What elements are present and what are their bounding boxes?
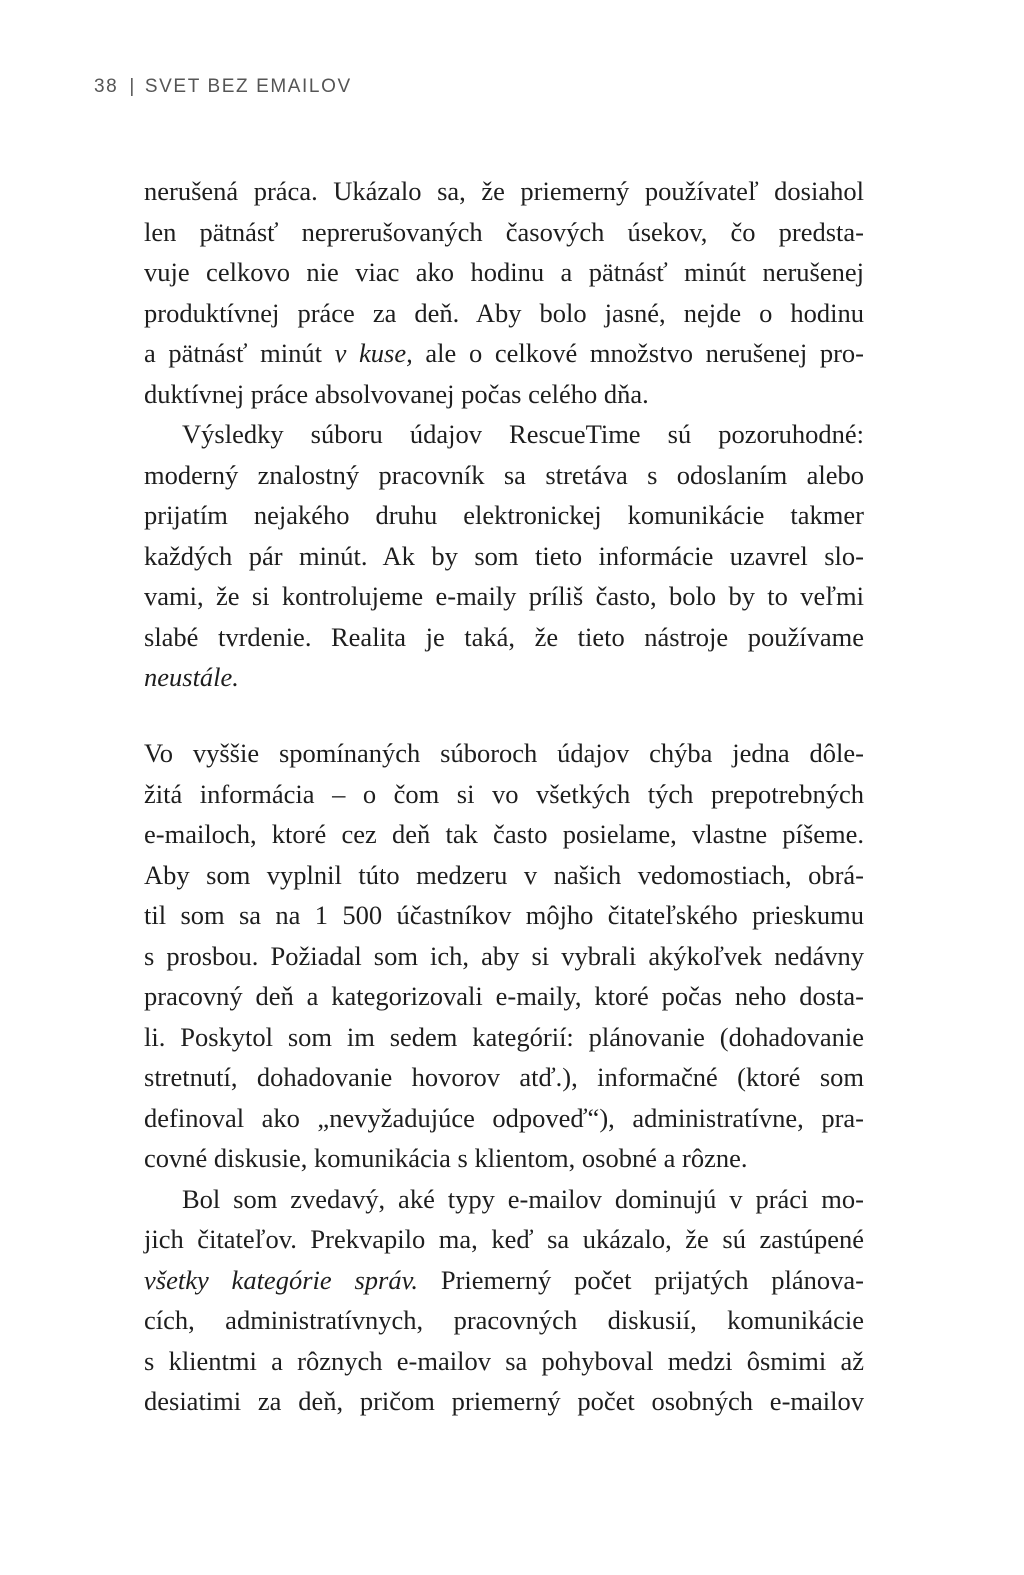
book-title: SVET BEZ EMAILOV	[144, 76, 352, 97]
text-line: duktívnej práce absolvovanej počas celého dňa.	[144, 378, 649, 409]
text-line: til som sa na 1 500 účastníkov môjho čitateľského prieskumu	[144, 900, 864, 930]
text-line: produktívnej práce za deň. Aby bolo jasné, nejde o hodinu	[144, 297, 864, 328]
text-run: a pätnásť minút	[144, 338, 335, 368]
text-line: covné diskusie, komunikácia s klientom, osobné a rôzne.	[144, 1143, 748, 1173]
text-line: moderný znalostný pracovník sa stretáva s odoslaním alebo	[144, 459, 864, 490]
text-line: Bol som zvedavý, aké typy e-mailov dominujú v práci mo-	[182, 1183, 864, 1214]
text-line: Vo vyššie spomínaných súboroch údajov chýba jedna dôle-	[144, 738, 864, 768]
text-line: prijatím nejakého druhu elektronickej komunikácie takmer	[144, 500, 864, 530]
text-line: vami, že si kontrolujeme e-maily príliš často, bolo by to veľmi	[144, 581, 864, 611]
text-line: s prosbou. Požiadal som ich, aby si vybrali akýkoľvek nedávny	[144, 940, 864, 971]
text-line: nerušená práca. Ukázalo sa, že priemerný používateľ dosiahol	[144, 176, 864, 206]
text-line: pracovný deň a kategorizovali e-maily, ktoré počas neho dosta-	[144, 981, 864, 1011]
page-number: 38	[94, 76, 119, 97]
text-line: desiatimi za deň, pričom priemerný počet osobných e-mailov	[144, 1386, 864, 1416]
text-line: každých pár minút. Ak by som tieto informácie uzavrel slo-	[144, 540, 864, 571]
text-line: s klientmi a rôznych e-mailov sa pohyboval medzi ôsmimi až	[144, 1345, 864, 1376]
text-line: slabé tvrdenie. Realita je taká, že tieto nástroje používame	[144, 621, 864, 652]
text-section-2	[144, 733, 864, 1422]
text-line	[144, 1260, 864, 1301]
text-line: žitá informácia – o čom si vo všetkých tých prepotrebných	[144, 778, 864, 809]
italic-text: v kuse,	[334, 338, 413, 368]
italic-text: všetky kategórie správ.	[144, 1264, 419, 1295]
header-separator: |	[129, 76, 136, 97]
text-line: Aby som vyplnil túto medzeru v našich vedomostiach, obrá-	[144, 859, 864, 890]
text-line: jich čitateľov. Prekvapilo ma, keď sa ukázalo, že sú zastúpené	[144, 1224, 864, 1254]
text-line	[144, 333, 864, 374]
text-line: len pätnásť neprerušovaných časových úsekov, čo predsta-	[144, 216, 864, 247]
text-run: ale o celkové množstvo nerušenej pro-	[412, 338, 864, 368]
text-run: Priemerný počet prijatých plánova-	[418, 1264, 865, 1295]
text-line: Výsledky súboru údajov RescueTime sú pozoruhodné:	[182, 419, 864, 449]
text-line: vuje celkovo nie viac ako hodinu a pätnásť minút nerušenej	[144, 257, 864, 287]
text-line: definoval ako „nevyžadujúce odpoveď“), administratívne, pra-	[144, 1102, 864, 1133]
text-line: li. Poskytol som im sedem kategórií: plánovanie (dohadovanie	[144, 1021, 864, 1052]
text-section-1	[144, 171, 864, 698]
text-line: e-mailoch, ktoré cez deň tak často posielame, vlastne píšeme.	[144, 819, 864, 849]
text-line	[144, 657, 864, 698]
running-head	[94, 76, 352, 98]
text-line: cích, administratívnych, pracovných diskusií, komunikácie	[144, 1305, 864, 1335]
italic-text: neustále.	[144, 662, 239, 692]
text-line: stretnutí, dohadovanie hovorov atď.), informačné (ktoré som	[144, 1062, 864, 1092]
